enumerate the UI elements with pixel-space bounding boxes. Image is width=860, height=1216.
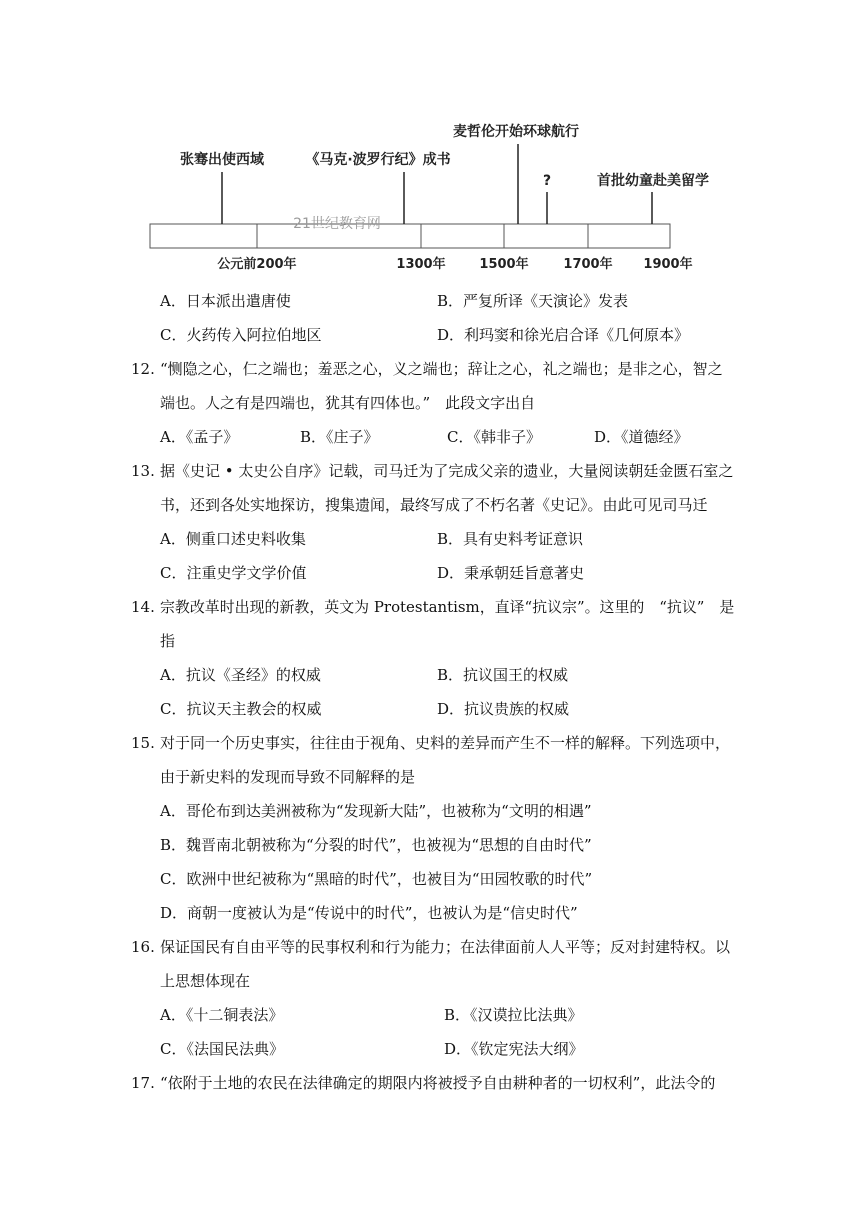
q14-stem-line2: 指 (160, 632, 176, 650)
q16-option-d: D．《钦定宪法大纲》 (444, 1040, 584, 1058)
q17-number: 17. (131, 1074, 155, 1092)
q15-option-b: B．魏晋南北朝被称为“分裂的时代”，也被视为“思想的自由时代” (160, 836, 592, 854)
q15-stem-line2: 由于新史料的发现而导致不同解释的是 (160, 768, 416, 786)
timeline-figure (0, 0, 860, 290)
q11-option-a: A．日本派出遣唐使 (160, 292, 291, 310)
q16-option-b: B．《汉谟拉比法典》 (444, 1006, 583, 1024)
timeline-tick-label: 1700年 (563, 257, 613, 272)
q15-option-a: A．哥伦布到达美洲被称为“发现新大陆”，也被称为“文明的相遇” (160, 802, 592, 820)
q13-stem-line2: 书，还到各处实地探访，搜集遗闻，最终写成了不朽名著《史记》。由此可见司马迁 (160, 496, 708, 514)
q15-option-c: C．欧洲中世纪被称为“黑暗的时代”，也被目为“田园牧歌的时代” (160, 870, 593, 888)
q16-option-c: C．《法国民法典》 (160, 1040, 284, 1058)
q14-option-c: C．抗议天主教会的权威 (160, 700, 322, 718)
timeline-event-label: 《马克·波罗行纪》成书 (305, 152, 451, 168)
watermark: 21世纪教育网 (293, 216, 381, 232)
q16-option-a: A．《十二铜表法》 (160, 1006, 284, 1024)
q16-stem-line2: 上思想体现在 (160, 972, 251, 990)
q11-option-c: C．火药传入阿拉伯地区 (160, 326, 322, 344)
q12-stem-line2: 端也。人之有是四端也，犹其有四体也。” 此段文字出自 (160, 394, 536, 412)
q14-option-b: B．抗议国王的权威 (437, 666, 569, 684)
timeline-event-label: ? (542, 173, 552, 189)
q11-option-b: B．严复所译《天演论》发表 (437, 292, 629, 310)
q13-option-a: A．侧重口述史料收集 (160, 530, 306, 548)
timeline-tick-label: 公元前200年 (217, 257, 297, 272)
q12-option-d: D．《道德经》 (594, 428, 689, 446)
q14-stem-line1: 宗教改革时出现的新教，英文为 Protestantism，直译“抗议宗”。这里的 “抗议” 是 (160, 598, 735, 616)
timeline-event-label: 首批幼童赴美留学 (597, 173, 709, 189)
q14-option-a: A．抗议《圣经》的权威 (160, 666, 321, 684)
q13-number: 13. (131, 462, 155, 480)
q13-option-d: D．秉承朝廷旨意著史 (437, 564, 585, 582)
q15-stem-line1: 对于同一个历史事实，往往由于视角、史料的差异而产生不一样的解释。下列选项中， (160, 734, 731, 752)
q16-stem-line1: 保证国民有自由平等的民事权利和行为能力；在法律面前人人平等；反对封建特权。以 (160, 938, 731, 956)
q12-option-c: C．《韩非子》 (447, 428, 541, 446)
q12-option-a: A．《孟子》 (160, 428, 239, 446)
q14-option-d: D．抗议贵族的权威 (437, 700, 570, 718)
q13-option-b: B．具有史料考证意识 (437, 530, 584, 548)
timeline-tick-label: 1500年 (479, 257, 529, 272)
timeline-tick-label: 1900年 (643, 257, 693, 272)
timeline-axis (150, 224, 670, 248)
timeline-event-label: 麦哲伦开始环球航行 (453, 124, 579, 140)
q16-number: 16. (131, 938, 155, 956)
q13-stem-line1: 据《史记 • 太史公自序》记载，司马迁为了完成父亲的遗业，大量阅读朝廷金匮石室之 (160, 462, 734, 480)
timeline-tick-label: 1300年 (396, 257, 446, 272)
q17-stem-line1: “依附于土地的农民在法律确定的期限内将被授予自由耕种者的一切权利”，此法令的 (160, 1074, 716, 1092)
q13-option-c: C．注重史学文学价值 (160, 564, 307, 582)
q14-number: 14. (131, 598, 155, 616)
q12-option-b: B．《庄子》 (300, 428, 379, 446)
q12-stem-line1: “恻隐之心，仁之端也；羞恶之心，义之端也；辞让之心，礼之端也；是非之心，智之 (160, 360, 723, 378)
q11-option-d: D．利玛窦和徐光启合译《几何原本》 (437, 326, 690, 344)
q15-option-d: D．商朝一度被认为是“传说中的时代”，也被认为是“信史时代” (160, 904, 578, 922)
q15-number: 15. (131, 734, 155, 752)
q12-number: 12. (131, 360, 155, 378)
timeline-event-label: 张骞出使西域 (180, 152, 264, 168)
